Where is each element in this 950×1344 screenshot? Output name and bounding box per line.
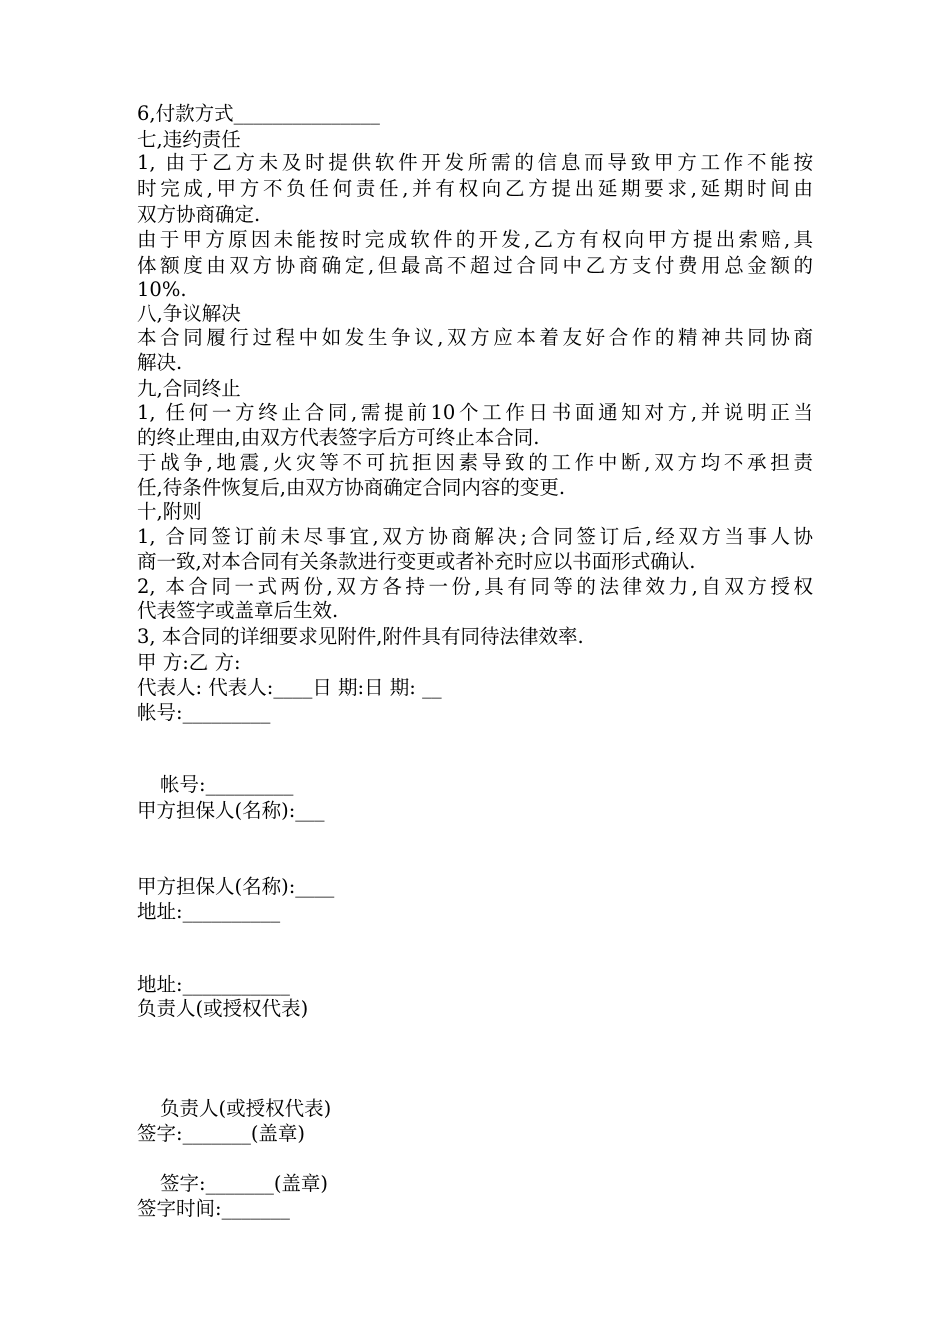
paragraph-line: 3, 本合同的详细要求见附件,附件具有同待法律效率. <box>137 625 584 648</box>
paragraph-line: 任,待条件恢复后,由双方协商确定合同内容的变更. <box>137 476 566 499</box>
representative-line: 代表人: 代表人:____日 期:日 期: __ <box>137 676 442 699</box>
paragraph-line: 体额度由双方协商确定,但最高不超过合同中乙方支付费用总金额的 <box>137 254 813 277</box>
signature-line: 签字:_______(盖章) <box>160 1172 329 1195</box>
guarantor-line: 甲方担保人(名称):____ <box>137 875 335 898</box>
paragraph-line: 解决. <box>137 351 183 374</box>
paragraph-line: 10%. <box>137 278 187 301</box>
paragraph-line: 1, 任何一方终止合同,需提前10个工作日书面通知对方,并说明正当 <box>137 401 813 424</box>
responsible-person-line: 负责人(或授权代表) <box>137 997 309 1020</box>
address-line: 地址:___________ <box>137 973 290 996</box>
paragraph-line: 商一致,对本合同有关条款进行变更或者补充时应以书面形式确认. <box>137 550 696 573</box>
paragraph-line: 本合同履行过程中如发生争议,双方应本着友好合作的精神共同协商 <box>137 326 813 349</box>
responsible-person-line: 负责人(或授权代表) <box>160 1097 332 1120</box>
paragraph-line: 时完成,甲方不负任何责任,并有权向乙方提出延期要求,延期时间由 <box>137 177 813 200</box>
guarantor-line: 甲方担保人(名称):___ <box>137 799 325 822</box>
paragraph-line: 于战争,地震,火灾等不可抗拒因素导致的工作中断,双方均不承担责 <box>137 451 813 474</box>
paragraph-line: 的终止理由,由双方代表签字后方可终止本合同. <box>137 426 540 449</box>
paragraph-line: 代表签字或盖章后生效. <box>137 599 339 622</box>
payment-method-line: 6,付款方式_______________ <box>137 102 380 125</box>
paragraph-line: 由于甲方原因未能按时完成软件的开发,乙方有权向甲方提出索赔,具 <box>137 228 813 251</box>
paragraph-line: 2, 本合同一式两份,双方各持一份,具有同等的法律效力,自双方授权 <box>137 575 813 598</box>
party-line: 甲 方:乙 方: <box>137 651 241 674</box>
signature-line: 签字:_______(盖章) <box>137 1122 306 1145</box>
signature-time-line: 签字时间:_______ <box>137 1197 290 1220</box>
account-line: 帐号:_________ <box>137 701 271 724</box>
section-10-heading: 十,附则 <box>137 500 202 523</box>
section-7-heading: 七,违约责任 <box>137 128 241 151</box>
paragraph-line: 双方协商确定. <box>137 203 261 226</box>
section-9-heading: 九,合同终止 <box>137 377 241 400</box>
paragraph-line: 1, 合同签订前未尽事宜,双方协商解决;合同签订后,经双方当事人协 <box>137 525 813 548</box>
section-8-heading: 八,争议解决 <box>137 302 241 325</box>
address-line: 地址:__________ <box>137 900 281 923</box>
account-line: 帐号:_________ <box>160 773 294 796</box>
paragraph-line: 1, 由于乙方未及时提供软件开发所需的信息而导致甲方工作不能按 <box>137 151 813 174</box>
